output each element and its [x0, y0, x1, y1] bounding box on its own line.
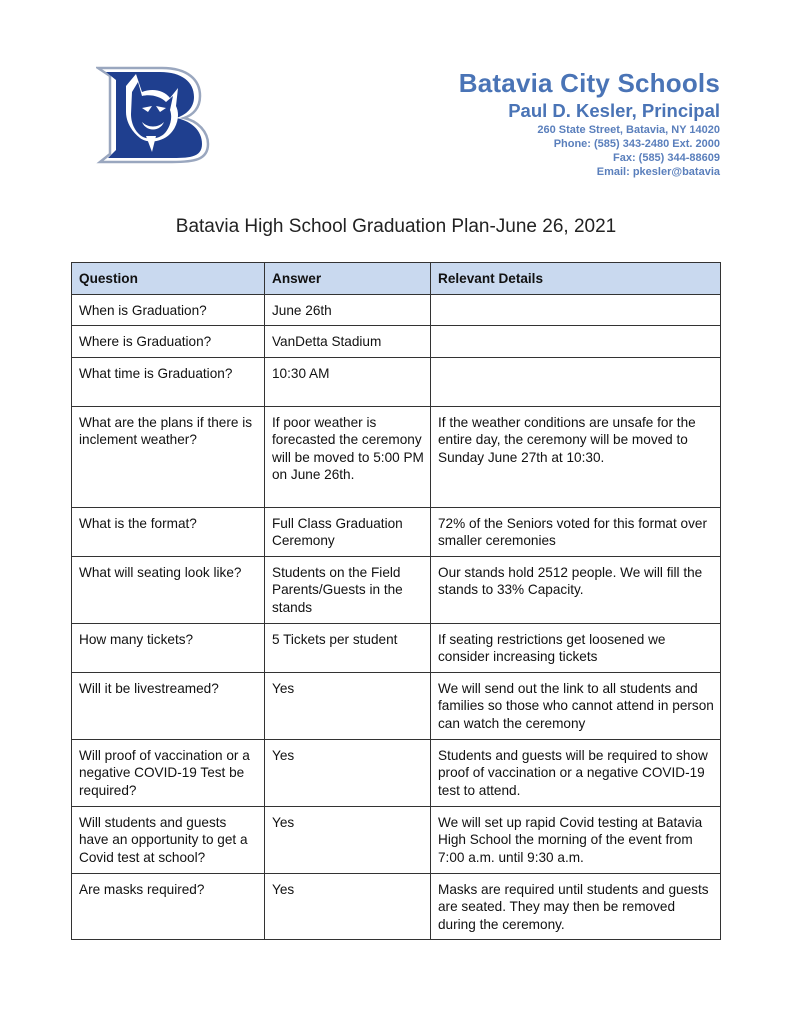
question-cell: Will proof of vaccination or a negative COVID-19 Test be required? [72, 739, 265, 806]
table-row [72, 556, 721, 623]
table-row [72, 739, 721, 806]
graduation-plan-table [71, 262, 721, 940]
table-header-row [72, 263, 721, 295]
document-title: Batavia High School Graduation Plan-June 26, 2021 [175, 216, 617, 237]
question-cell: Where is Graduation? [72, 326, 265, 358]
header-answer: Answer [265, 263, 431, 295]
question-cell: Will it be livestreamed? [72, 672, 265, 739]
table-row [72, 357, 721, 406]
address: 260 State Street, Batavia, NY 14020 [537, 124, 720, 136]
table-row [72, 873, 721, 940]
question-cell: Are masks required? [72, 873, 265, 940]
email: Email: pkesler@batavia [596, 166, 720, 178]
details-cell: 72% of the Seniors voted for this format over smaller ceremonies [431, 507, 721, 556]
details-cell: Students and guests will be required to show proof of vaccination or a negative COVID-19 test to attend. [431, 739, 721, 806]
details-cell: We will set up rapid Covid testing at Batavia High School the morning of the event from 7:00 a.m. until 9:30 a.m. [431, 806, 721, 873]
table-row [72, 623, 721, 672]
table-row [72, 406, 721, 507]
question-cell: What time is Graduation? [72, 357, 265, 406]
answer-cell: Yes [265, 873, 431, 940]
table-row [72, 326, 721, 358]
details-cell: Our stands hold 2512 people. We will fill the stands to 33% Capacity. [431, 556, 721, 623]
details-cell [431, 357, 721, 406]
header-details: Relevant Details [431, 263, 721, 295]
org-name: Batavia City Schools [458, 68, 720, 98]
details-cell [431, 294, 721, 326]
answer-cell: If poor weather is forecasted the ceremony will be moved to 5:00 PM on June 26th. [265, 406, 431, 507]
details-cell: If seating restrictions get loosened we consider increasing tickets [431, 623, 721, 672]
answer-cell: Yes [265, 739, 431, 806]
question-cell: What is the format? [72, 507, 265, 556]
answer-cell: VanDetta Stadium [265, 326, 431, 358]
question-cell: What will seating look like? [72, 556, 265, 623]
answer-cell: Yes [265, 806, 431, 873]
table-row [72, 294, 721, 326]
batavia-b-logo-icon [96, 66, 210, 164]
table-row [72, 507, 721, 556]
question-cell: How many tickets? [72, 623, 265, 672]
details-cell: We will send out the link to all students and families so those who cannot attend in person can watch the ceremony [431, 672, 721, 739]
letterhead [459, 68, 720, 179]
table-row [72, 806, 721, 873]
answer-cell: 5 Tickets per student [265, 623, 431, 672]
answer-cell: June 26th [265, 294, 431, 326]
header-question: Question [72, 263, 265, 295]
details-cell: If the weather conditions are unsafe for the entire day, the ceremony will be moved to Sunday June 27th at 10:30. [431, 406, 721, 507]
answer-cell: Students on the Field Parents/Guests in the stands [265, 556, 431, 623]
fax: Fax: (585) 344-88609 [612, 152, 720, 164]
question-cell: What are the plans if there is inclement weather? [72, 406, 265, 507]
table-row [72, 672, 721, 739]
answer-cell: Yes [265, 672, 431, 739]
question-cell: Will students and guests have an opportunity to get a Covid test at school? [72, 806, 265, 873]
details-cell: Masks are required until students and guests are seated. They may then be removed during the ceremony. [431, 873, 721, 940]
answer-cell: Full Class Graduation Ceremony [265, 507, 431, 556]
details-cell [431, 326, 721, 358]
principal-name: Paul D. Kesler, Principal [508, 100, 720, 121]
phone: Phone: (585) 343-2480 Ext. 2000 [553, 138, 720, 150]
answer-cell: 10:30 AM [265, 357, 431, 406]
question-cell: When is Graduation? [72, 294, 265, 326]
